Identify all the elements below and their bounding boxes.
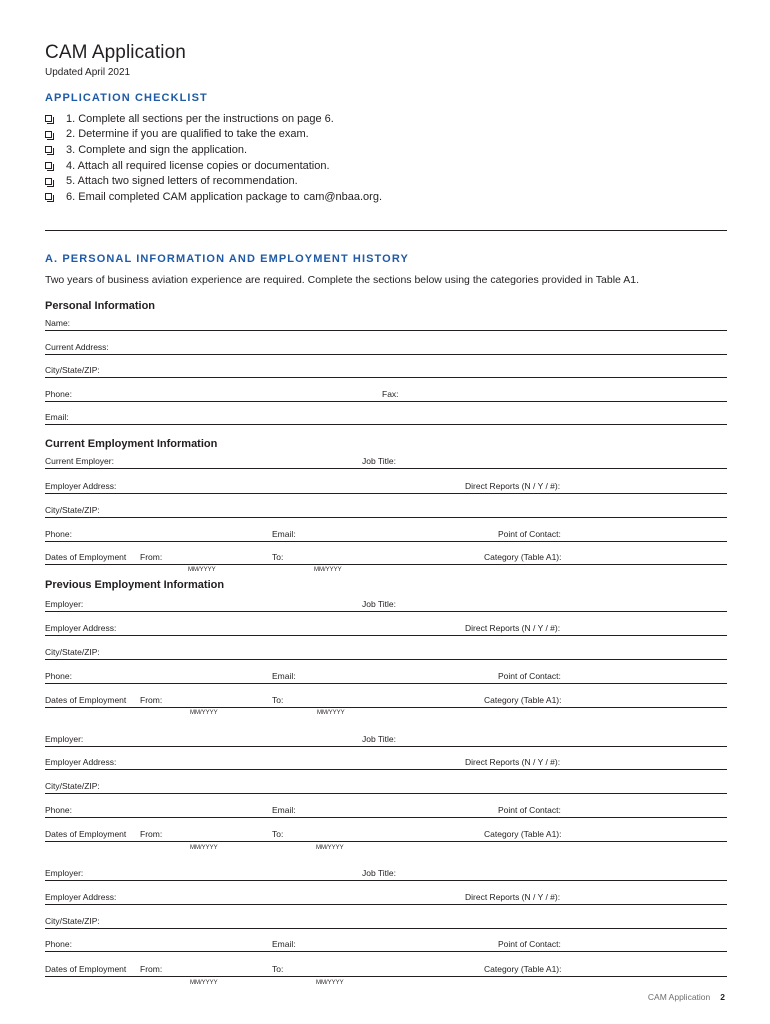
previous-dates-field[interactable]: Dates of Employment From: To: Category (Table A1): bbox=[45, 827, 727, 842]
previous-contact-field[interactable]: Phone: Email: Point of Contact: bbox=[45, 937, 727, 952]
employer-city-field[interactable]: City/State/ZIP: bbox=[45, 503, 727, 518]
previous-dates-field[interactable]: Dates of Employment From: To: Category (Table A1): bbox=[45, 962, 727, 977]
section-a-intro: Two years of business aviation experience are required. Complete the sections below using the categories provided in Table A1. bbox=[45, 274, 639, 286]
employer-contact-field[interactable]: Phone: Email: Point of Contact: bbox=[45, 527, 727, 542]
previous-employment-heading: Previous Employment Information bbox=[45, 579, 225, 591]
section-a-heading: A. PERSONAL INFORMATION AND EMPLOYMENT HISTORY bbox=[45, 253, 409, 265]
section-divider bbox=[45, 230, 727, 231]
checklist-heading: APPLICATION CHECKLIST bbox=[45, 92, 208, 104]
previous-address-field[interactable]: Employer Address: Direct Reports (N / Y / #): bbox=[45, 621, 727, 636]
date-format-hint: MM/YYYY bbox=[317, 710, 345, 716]
previous-employer-field[interactable]: Employer: Job Title: bbox=[45, 597, 727, 612]
personal-info-heading: Personal Information bbox=[45, 300, 156, 312]
name-field[interactable]: Name: bbox=[45, 316, 727, 331]
current-employment-heading: Current Employment Information bbox=[45, 438, 218, 450]
email-field[interactable]: Email: bbox=[45, 410, 727, 425]
checkbox-icon[interactable] bbox=[45, 178, 52, 185]
checklist-item[interactable]: 1. Complete all sections per the instructions on page 6. bbox=[45, 111, 382, 127]
address-field[interactable]: Current Address: bbox=[45, 340, 727, 355]
fax-label: Fax: bbox=[382, 389, 399, 399]
employer-address-field[interactable]: Employer Address: Direct Reports (N / Y / #): bbox=[45, 479, 727, 494]
previous-employer-field[interactable]: Employer: Job Title: bbox=[45, 866, 727, 881]
previous-contact-field[interactable]: Phone: Email: Point of Contact: bbox=[45, 669, 727, 684]
city-state-zip-field[interactable]: City/State/ZIP: bbox=[45, 363, 727, 378]
checkbox-icon[interactable] bbox=[45, 115, 52, 122]
current-employer-field[interactable]: Current Employer: Job Title: bbox=[45, 454, 727, 469]
checkbox-icon[interactable] bbox=[45, 162, 52, 169]
phone-label: Phone: bbox=[45, 389, 72, 399]
page-number: 2 bbox=[720, 992, 725, 1002]
previous-city-field[interactable]: City/State/ZIP: bbox=[45, 914, 727, 929]
previous-contact-field[interactable]: Phone: Email: Point of Contact: bbox=[45, 803, 727, 818]
previous-city-field[interactable]: City/State/ZIP: bbox=[45, 645, 727, 660]
page-subtitle: Updated April 2021 bbox=[45, 67, 131, 78]
previous-address-field[interactable]: Employer Address: Direct Reports (N / Y / #): bbox=[45, 890, 727, 905]
previous-dates-field[interactable]: Dates of Employment From: To: Category (Table A1): bbox=[45, 693, 727, 708]
checklist-item[interactable]: 5. Attach two signed letters of recommendation. bbox=[45, 173, 382, 189]
page-title: CAM Application bbox=[45, 42, 186, 63]
checklist bbox=[45, 111, 382, 205]
date-format-hint: MM/YYYY bbox=[316, 980, 344, 986]
employment-dates-field[interactable]: Dates of Employment From: To: Category (Table A1): bbox=[45, 550, 727, 565]
date-format-hint: MM/YYYY bbox=[316, 845, 344, 851]
checkbox-icon[interactable] bbox=[45, 146, 52, 153]
checklist-item[interactable]: 4. Attach all required license copies or documentation. bbox=[45, 158, 382, 174]
previous-city-field[interactable]: City/State/ZIP: bbox=[45, 779, 727, 794]
date-format-hint: MM/YYYY bbox=[190, 980, 218, 986]
date-format-hint: MM/YYYY bbox=[190, 845, 218, 851]
date-format-hint: MM/YYYY bbox=[188, 567, 216, 573]
checklist-item[interactable]: 2. Determine if you are qualified to take the exam. bbox=[45, 127, 382, 143]
page-footer bbox=[648, 992, 725, 1002]
contact-email-link[interactable]: cam@nbaa.org. bbox=[303, 190, 383, 203]
checklist-item[interactable]: 6. Email completed CAM application package to cam@nbaa.org. bbox=[45, 189, 382, 205]
previous-address-field[interactable]: Employer Address: Direct Reports (N / Y / #): bbox=[45, 755, 727, 770]
date-format-hint: MM/YYYY bbox=[314, 567, 342, 573]
phone-fax-field[interactable] bbox=[45, 387, 727, 402]
checkbox-icon[interactable] bbox=[45, 131, 52, 138]
checklist-item[interactable]: 3. Complete and sign the application. bbox=[45, 142, 382, 158]
previous-employer-field[interactable]: Employer: Job Title: bbox=[45, 732, 727, 747]
date-format-hint: MM/YYYY bbox=[190, 710, 218, 716]
checkbox-icon[interactable] bbox=[45, 193, 52, 200]
footer-label: CAM Application bbox=[647, 992, 711, 1002]
